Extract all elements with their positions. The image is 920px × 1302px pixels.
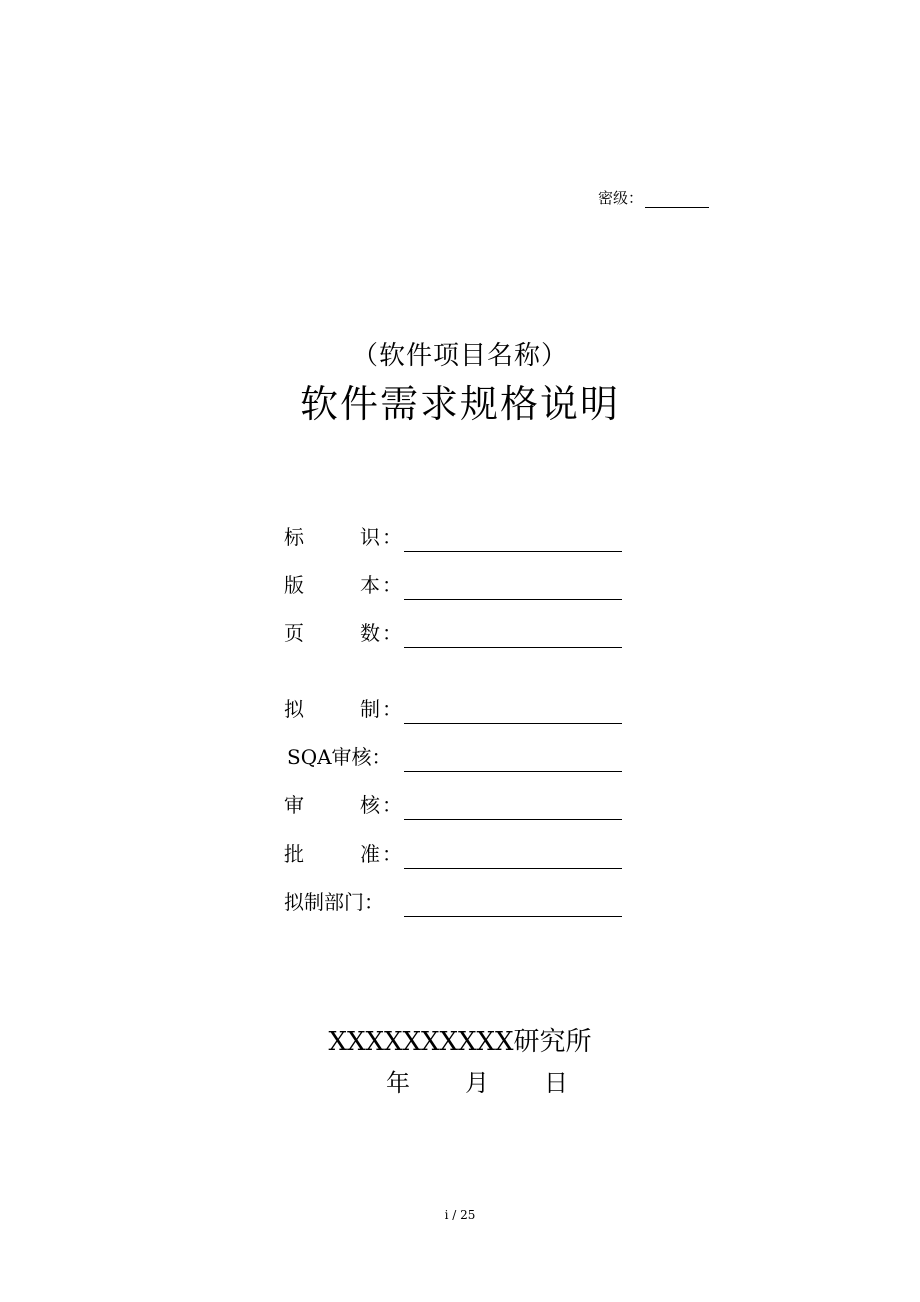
field-drafted-by: 拟 制 ： <box>284 692 624 724</box>
field-pages-blank[interactable] <box>404 647 622 648</box>
date-month: 月 <box>465 1069 489 1097</box>
field-department <box>284 885 624 917</box>
field-review-label: 审 核 <box>284 793 380 817</box>
document-title: 软件需求规格说明 <box>299 382 620 426</box>
field-sqa-review-blank[interactable] <box>404 771 622 772</box>
organization-name: XXXXXXXXXX研究所 <box>328 1027 592 1057</box>
field-sqa-review <box>284 740 624 772</box>
field-pages: 页 数 ： <box>284 616 624 648</box>
field-version-blank[interactable] <box>404 599 622 600</box>
date-line <box>386 1066 568 1100</box>
field-drafted-by-label: 拟 制 <box>284 697 380 721</box>
project-name-subtitle: （软件项目名称） <box>351 341 568 371</box>
page-number: i / 25 <box>444 1208 476 1222</box>
field-pages-label: 页 数 <box>284 621 380 645</box>
field-approval-blank[interactable] <box>404 868 622 869</box>
field-approval: 批 准 ： <box>284 837 624 869</box>
field-identifier-label: 标 识 <box>284 525 380 549</box>
field-version-label: 版 本 <box>284 573 380 597</box>
field-department-blank[interactable] <box>404 916 622 917</box>
field-review-blank[interactable] <box>404 819 622 820</box>
field-sqa-review-label: SQA审核： <box>287 745 392 769</box>
classification-label: 密级： <box>598 189 644 207</box>
field-version: 版 本 ： <box>284 568 624 600</box>
field-department-label: 拟制部门： <box>284 890 384 914</box>
date-day: 日 <box>544 1069 568 1097</box>
field-identifier: 标 识 ： <box>284 520 624 552</box>
classification-blank[interactable] <box>645 191 709 208</box>
field-identifier-blank[interactable] <box>404 551 622 552</box>
date-year: 年 <box>386 1069 410 1097</box>
field-approval-label: 批 准 <box>284 842 380 866</box>
field-drafted-by-blank[interactable] <box>404 723 622 724</box>
classification-field <box>598 188 709 208</box>
field-review: 审 核 ： <box>284 788 624 820</box>
